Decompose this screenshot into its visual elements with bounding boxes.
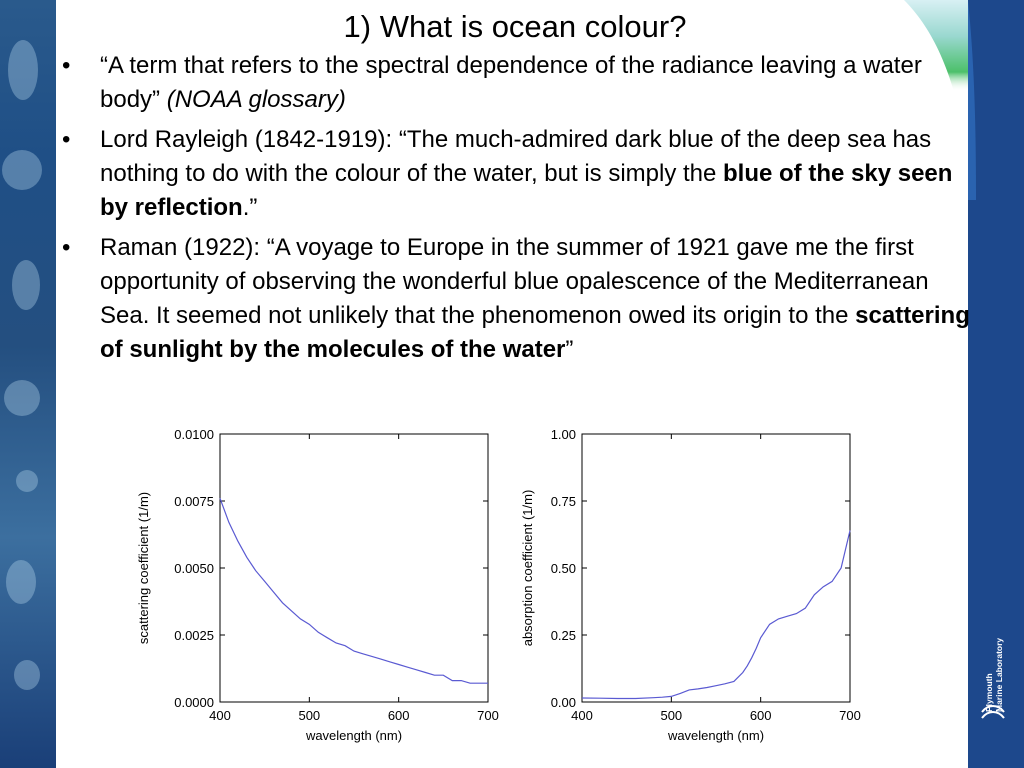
bullet-list	[60, 49, 970, 373]
logo-line-2: Marine Laboratory	[994, 637, 1004, 712]
bullet-raman	[60, 231, 970, 367]
y-axis-label: scattering coefficient (1/m)	[136, 491, 151, 645]
series-line-scattering	[220, 498, 488, 683]
y-tick-label: 0.00	[550, 695, 576, 710]
x-tick-label: 400	[571, 708, 593, 723]
logo-line-1: Plymouth	[984, 673, 994, 712]
plot-frame	[220, 434, 488, 702]
plot-frame	[582, 434, 850, 702]
scattering-chart	[130, 420, 510, 750]
y-tick-label: 1.00	[550, 427, 576, 442]
left-decorative-strip	[0, 0, 56, 768]
y-axis-label: absorption coefficient (1/m)	[520, 489, 535, 647]
y-tick-label: 0.0000	[174, 695, 214, 710]
y-tick-label: 0.75	[550, 494, 576, 509]
x-tick-label: 700	[477, 708, 499, 723]
x-axis-label: wavelength (nm)	[305, 728, 403, 743]
y-tick-label: 0.0100	[174, 427, 214, 442]
x-tick-label: 500	[298, 708, 321, 723]
x-tick-label: 600	[749, 708, 772, 723]
x-tick-label: 500	[660, 708, 683, 723]
pml-logo	[968, 612, 1024, 722]
slide-title: 1) What is ocean colour?	[343, 9, 687, 44]
y-tick-label: 0.50	[550, 561, 576, 576]
bullet-text: “A term that refers to the spectral dependence of the radiance leaving a water body”	[100, 52, 922, 113]
bullet-text: Raman (1922): “A voyage to Europe in the summer of 1921 gave me the first opportunity of observing the wonderful blue opalescence of the Mediterranean Sea. It seemed not unlikely that the phenomenon owed its origin to the	[100, 234, 929, 329]
bullet-text: Lord Rayleigh (1842-1919): “The much-admired dark blue of the deep sea has nothing to do with the colour of the water, but is simply the	[100, 126, 932, 187]
bullet-marker: •	[62, 52, 71, 79]
bullet-noaa	[60, 49, 970, 117]
bullet-citation: (NOAA glossary)	[166, 86, 346, 113]
bullet-text-end: ”	[565, 336, 574, 363]
x-axis-label: wavelength (nm)	[667, 728, 765, 743]
y-tick-label: 0.0075	[174, 494, 214, 509]
bullet-marker: •	[62, 234, 71, 261]
y-tick-label: 0.25	[550, 628, 576, 643]
absorption-chart	[510, 420, 880, 750]
pml-logo-text	[984, 638, 1004, 712]
bullet-rayleigh	[60, 123, 970, 225]
series-line-absorption	[582, 531, 850, 699]
bullet-emphasis: blue of the sky seen by reflection	[100, 160, 953, 221]
y-tick-label: 0.0025	[174, 628, 214, 643]
x-tick-label: 600	[387, 708, 410, 723]
bullet-emphasis: scattering of sunlight by the molecules of the water	[100, 302, 970, 363]
bullet-text-end: .”	[242, 194, 258, 221]
x-tick-label: 400	[209, 708, 231, 723]
x-tick-label: 700	[839, 708, 861, 723]
bullet-marker: •	[62, 126, 71, 153]
y-tick-label: 0.0050	[174, 561, 214, 576]
